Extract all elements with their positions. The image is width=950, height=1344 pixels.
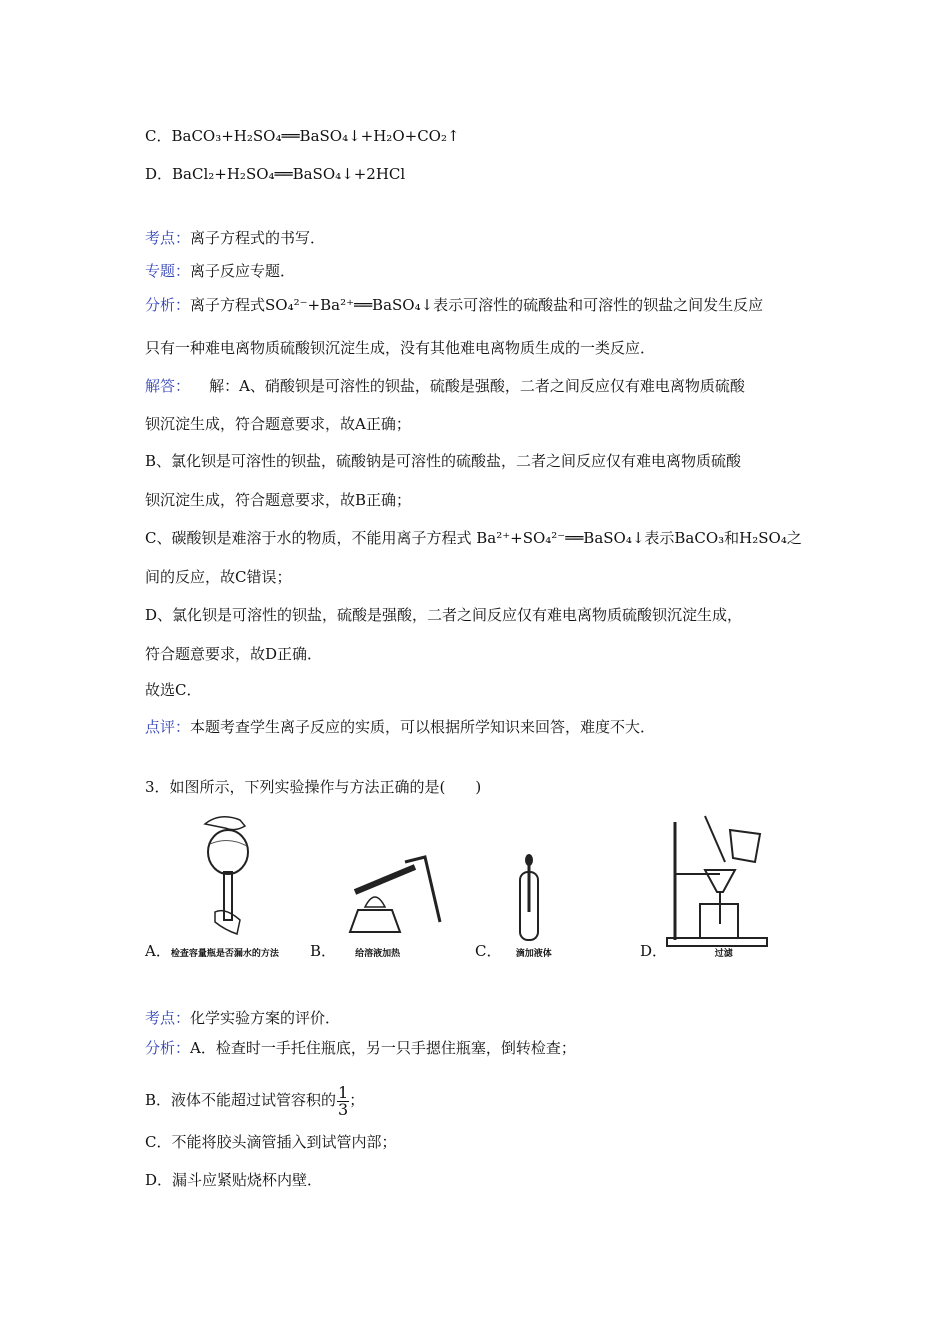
figure-d-label: D． <box>640 942 668 960</box>
figure-c-caption: 滴加液体 <box>515 949 552 959</box>
question-3-text: 3．如图所示，下列实验操作与方法正确的是( ) <box>145 778 482 796</box>
fenxi-text-2: 只有一种难电离物质硫酸钡沉淀生成，没有其他难电离物质生成的一类反应． <box>145 339 656 357</box>
fenxi2-text-4: D．漏斗应紧贴烧杯内壁． <box>145 1171 323 1189</box>
dianping-label: 点评： <box>145 718 191 736</box>
kaodian2-label: 考点： <box>145 1009 191 1027</box>
jieda-row-8 <box>145 644 322 664</box>
figure-b-label: B． <box>310 942 337 960</box>
figure-a-caption: 检查容量瓶是否漏水的方法 <box>170 949 279 959</box>
fenxi2-label: 分析： <box>145 1039 191 1057</box>
dianping-text: 本题考查学生离子反应的实质，可以根据所学知识来回答，难度不大． <box>190 718 656 736</box>
fenxi-text-1: 离子方程式SO₄²⁻+Ba²⁺══BaSO₄↓表示可溶性的硫酸盐和可溶性的钡盐之间发生反应 <box>190 296 764 314</box>
figure-d-caption: 过滤 <box>714 949 733 959</box>
fraction-denominator: 3 <box>338 1099 349 1119</box>
zhuanti-text: 离子反应专题． <box>190 262 296 280</box>
kaodian-label: 考点： <box>145 229 191 247</box>
jieda-row-2 <box>145 414 411 434</box>
fenxi-label: 分析： <box>145 296 191 314</box>
figure-d-label-row <box>640 940 733 961</box>
jieda-row <box>145 376 745 396</box>
figure-a-label: A． <box>145 942 171 960</box>
option-d-text: D．BaCl₂+H₂SO₄══BaSO₄↓+2HCl <box>145 165 406 183</box>
fenxi2-row <box>145 1038 576 1058</box>
jieda-row-3 <box>145 451 741 471</box>
fraction-one-third <box>337 1082 349 1119</box>
option-c-text: C．BaCO₃+H₂SO₄══BaSO₄↓+H₂O+CO₂↑ <box>145 127 460 145</box>
fenxi-row <box>145 295 763 315</box>
jieda-row-5 <box>145 528 802 548</box>
jieda-row-7 <box>145 605 742 625</box>
jieda-label: 解答： <box>145 377 191 395</box>
fraction-numerator: 1 <box>338 1082 349 1102</box>
kaodian2-text: 化学实验方案的评价． <box>190 1009 341 1027</box>
jieda-text-1: 解：A、硝酸钡是可溶性的钡盐，硫酸是强酸，二者之间反应仅有难电离物质硫酸 <box>209 377 745 395</box>
question-3 <box>145 777 481 797</box>
figure-b-label-row <box>310 940 400 961</box>
dropper-figure <box>505 812 555 942</box>
jieda-text-6: 间的反应，故C错误； <box>145 568 292 586</box>
kaodian2-row <box>145 1008 340 1028</box>
volumetric-flask-figure <box>185 812 285 942</box>
fenxi2-text-1: A．检查时一手托住瓶底，另一只手摁住瓶塞，倒转检查； <box>190 1039 576 1057</box>
figure-a-label-row <box>145 940 279 961</box>
fraction-tail: ； <box>349 1091 365 1109</box>
fenxi-row-2 <box>145 338 655 358</box>
jieda-text-5: C、碳酸钡是难溶于水的物质，不能用离子方程式 Ba²⁺+SO₄²⁻══BaSO₄↓表示BaCO₃和H₂SO₄之 <box>145 529 802 547</box>
fenxi2-row-4 <box>145 1170 322 1190</box>
jieda-text-7: D、氯化钡是可溶性的钡盐，硫酸是强酸，二者之间反应仅有难电离物质硫酸钡沉淀生成， <box>145 606 743 624</box>
fenxi2-text-3: C．不能将胶头滴管插入到试管内部； <box>145 1133 397 1151</box>
dianping-row <box>145 717 655 737</box>
kaodian-row <box>145 228 325 248</box>
figure-c-label: C． <box>475 942 502 960</box>
jieda-text-4: 钡沉淀生成，符合题意要求，故B正确； <box>145 491 412 509</box>
jieda-text-3: B、氯化钡是可溶性的钡盐，硫酸钠是可溶性的硫酸盐，二者之间反应仅有难电离物质硫酸 <box>145 452 742 470</box>
zhuanti-label: 专题： <box>145 262 191 280</box>
option-d <box>145 164 405 184</box>
zhuanti-row <box>145 261 295 281</box>
fenxi2-row-2 <box>145 1080 364 1120</box>
figure-c-label-row <box>475 940 552 961</box>
jieda-text-2: 钡沉淀生成，符合题意要求，故A正确； <box>145 415 411 433</box>
jieda-text-8: 符合题意要求，故D正确． <box>145 645 323 663</box>
jieda-row-6 <box>145 567 291 587</box>
kaodian-text: 离子方程式的书写． <box>190 229 326 247</box>
option-c <box>145 126 460 146</box>
jieda-row-4 <box>145 490 411 510</box>
fenxi2-text-2: B．液体不能超过试管容积的 <box>145 1091 337 1109</box>
filtration-figure <box>665 812 775 952</box>
heating-test-tube-figure <box>340 812 460 942</box>
fenxi2-row-3 <box>145 1132 396 1152</box>
figure-b-caption: 给溶液加热 <box>355 949 401 959</box>
jieda-row-9 <box>145 680 201 700</box>
jieda-text-9: 故选C． <box>145 681 202 699</box>
